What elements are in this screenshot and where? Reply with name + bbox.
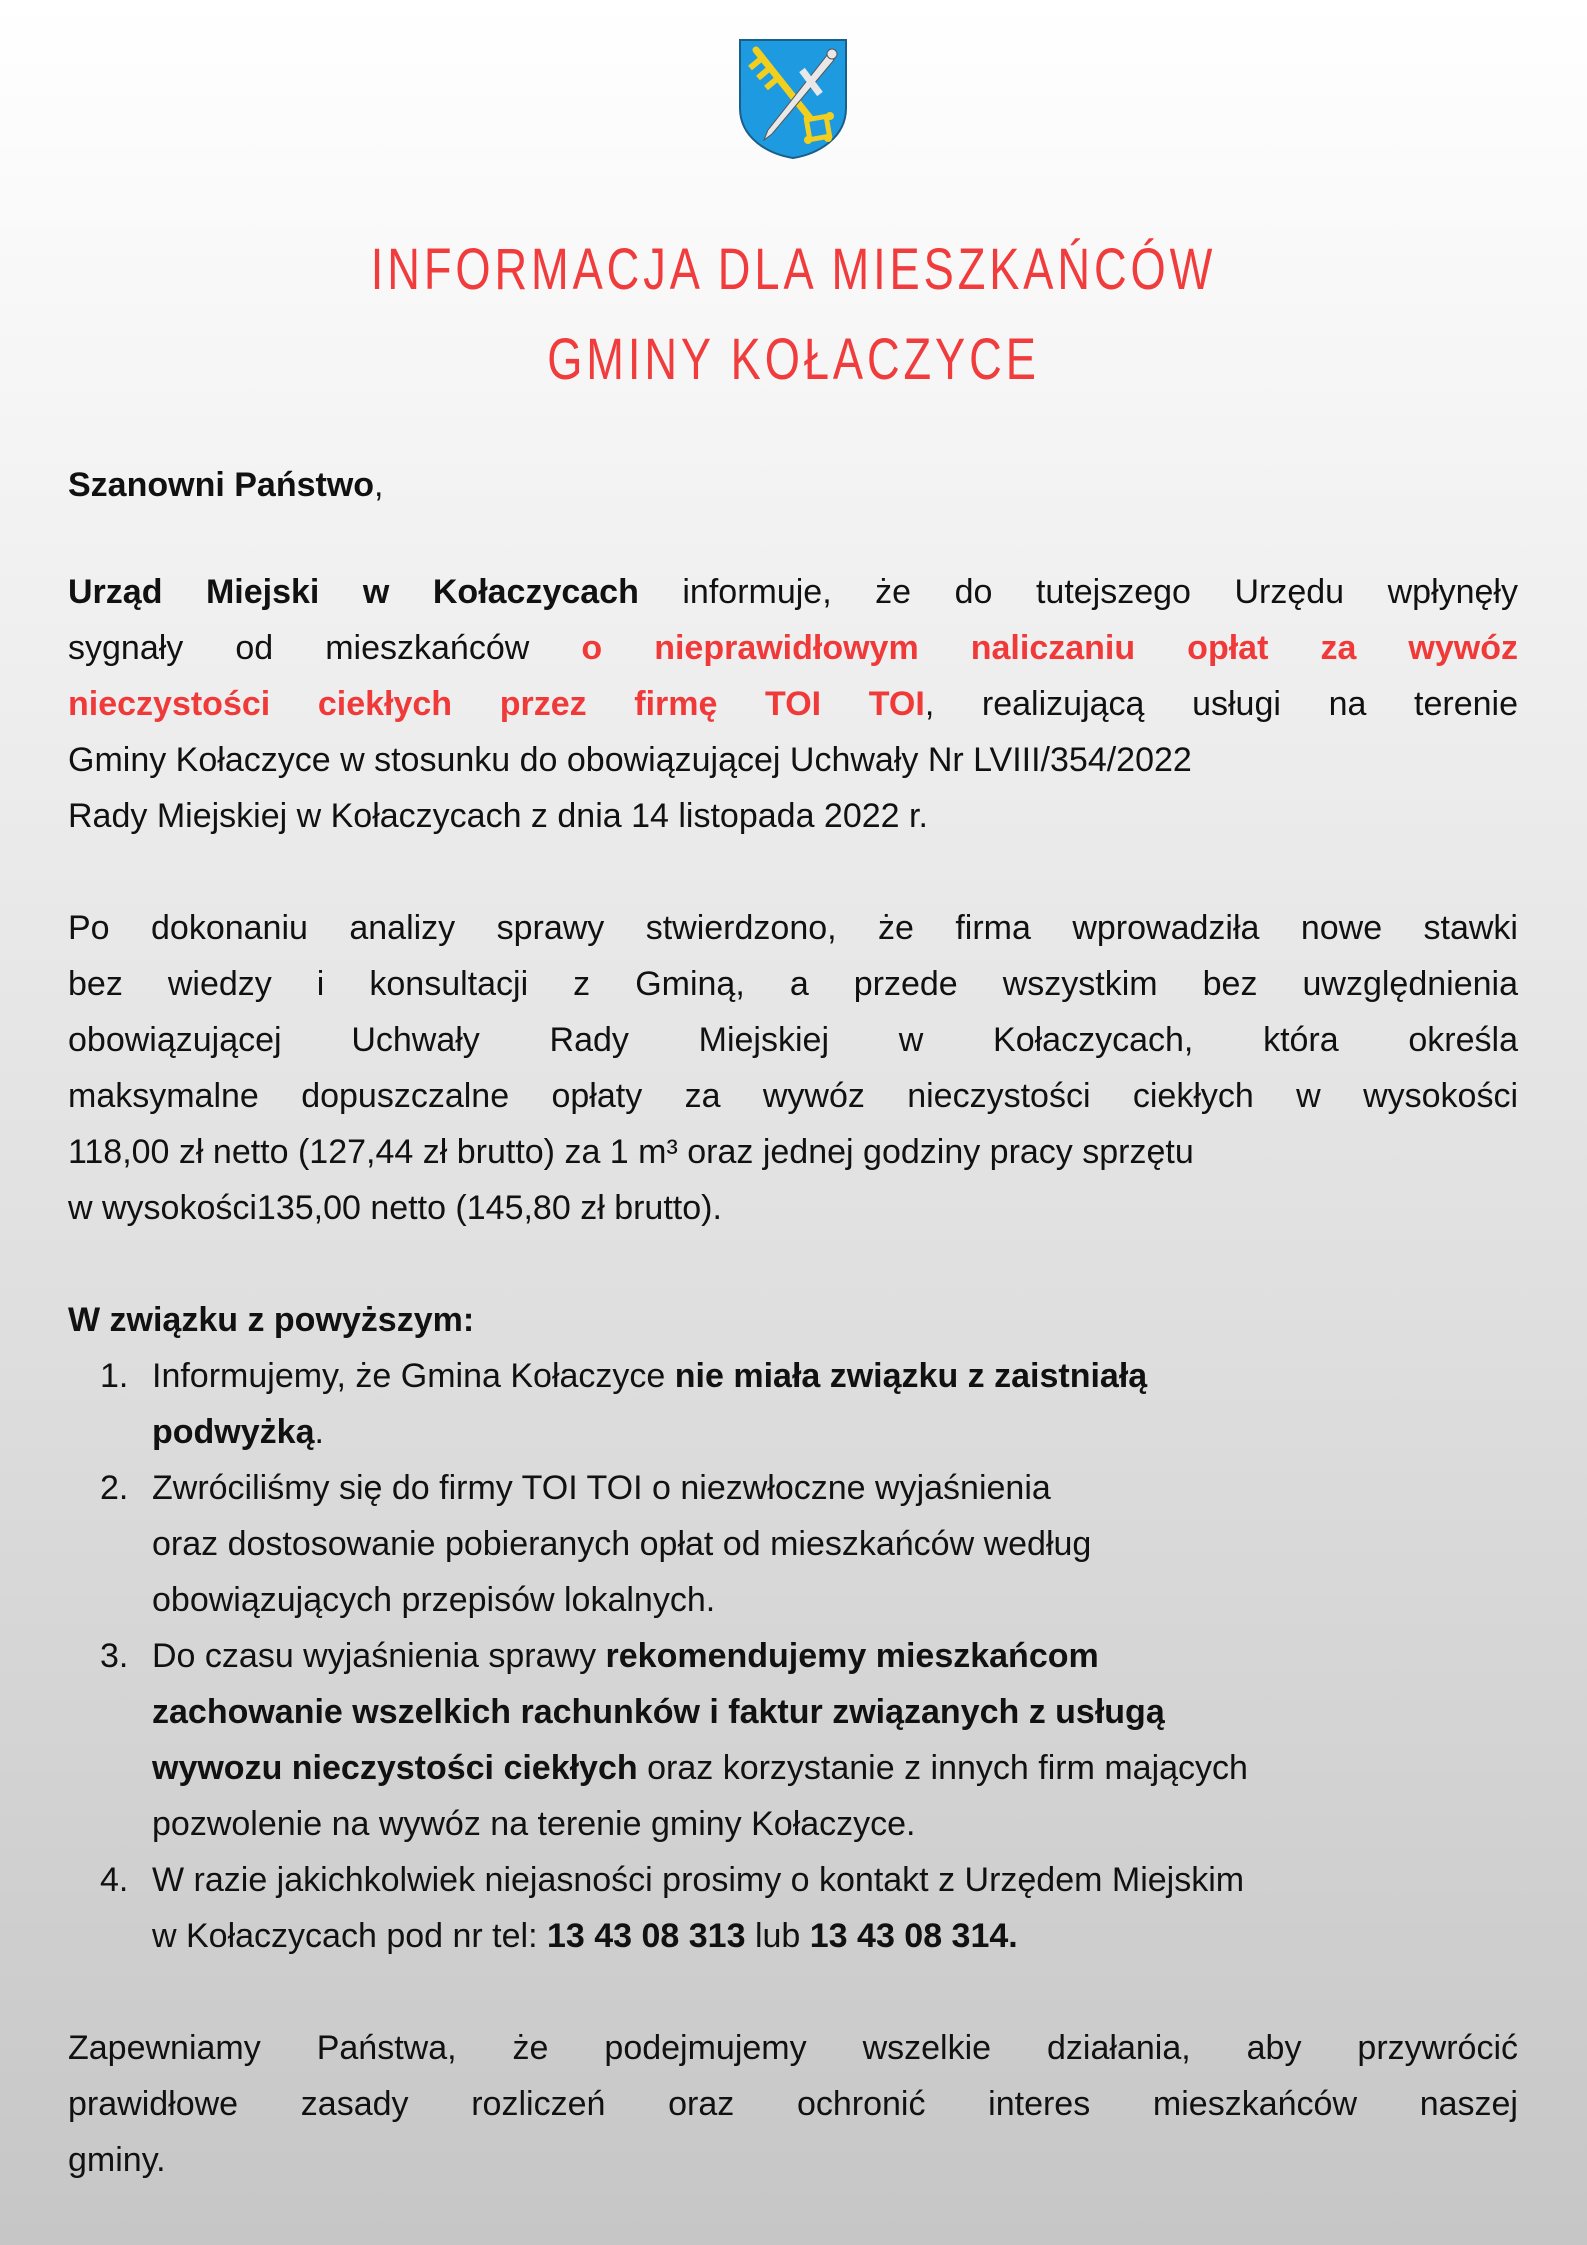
closing-line-1: Zapewniamy Państwa, że podejmujemy wszelkie działania, aby przywrócić — [68, 2029, 1518, 2067]
list-number-1: 1. — [100, 1357, 129, 1395]
greeting-bold: Szanowni Państwo — [68, 466, 375, 504]
list-text: w Kołaczycach pod nr tel: — [152, 1917, 547, 1955]
para1-line-3 — [68, 682, 1518, 726]
list-item-3 — [152, 1634, 1099, 1678]
list-text: Informujemy, że Gmina Kołaczyce — [152, 1357, 675, 1395]
list-item-2-cont: oraz dostosowanie pobieranych opłat od mieszkańców według — [152, 1525, 1092, 1563]
list-item-2: Zwróciliśmy się do firmy TOI TOI o niezwłoczne wyjaśnienia — [152, 1469, 1051, 1507]
closing-line-3: gminy. — [68, 2141, 166, 2179]
highlight-text: o nieprawidłowym naliczaniu opłat za wywóz — [581, 629, 1518, 667]
list-number-3: 3. — [100, 1637, 129, 1675]
para1-line-5: Rady Miejskiej w Kołaczycach z dnia 14 listopada 2022 r. — [68, 797, 928, 835]
para2-line-1: Po dokonaniu analizy sprawy stwierdzono, że firma wprowadziła nowe stawki — [68, 909, 1518, 947]
para1-text: informuje, że do tutejszego Urzędu wpłynęły — [638, 573, 1518, 611]
list-bold: podwyżką — [152, 1413, 315, 1451]
list-text: . — [314, 1413, 324, 1451]
list-bold: wywozu nieczystości ciekłych — [152, 1749, 638, 1787]
greeting-punct: , — [374, 466, 384, 504]
list-number-4: 4. — [100, 1861, 129, 1899]
para1-line-1 — [68, 570, 1518, 614]
para2-line-5: 118,00 zł netto (127,44 zł brutto) za 1 m³ oraz jednej godziny pracy sprzętu — [68, 1133, 1194, 1171]
greeting — [68, 463, 1518, 507]
highlight-text: nieczystości ciekłych przez firmę TOI TOI — [68, 685, 925, 723]
list-heading: W związku z powyższym: — [68, 1301, 475, 1339]
para1-text: , realizującą usługi na terenie — [924, 685, 1518, 723]
list-text: Do czasu wyjaśnienia sprawy — [152, 1637, 606, 1675]
phone-number-2: 13 43 08 314. — [809, 1917, 1018, 1955]
list-item-1 — [152, 1354, 1147, 1398]
closing-line-2: prawidłowe zasady rozliczeń oraz ochronić interes mieszkańców naszej — [68, 2085, 1518, 2123]
list-item-3-cont: pozwolenie na wywóz na terenie gminy Kołaczyce. — [152, 1805, 916, 1843]
page-title-line-2: GMINY KOŁACZYCE — [547, 327, 1040, 392]
list-item-4-cont — [152, 1914, 1018, 1958]
list-item-2-cont: obowiązujących przepisów lokalnych. — [152, 1581, 716, 1619]
list-bold: nie miała związku z zaistniałą — [674, 1357, 1148, 1395]
list-text: oraz korzystanie z innych firm mających — [637, 1749, 1248, 1787]
para2-line-2: bez wiedzy i konsultacji z Gminą, a przede wszystkim bez uwzględnienia — [68, 965, 1518, 1003]
para2-line-6: w wysokości135,00 netto (145,80 zł brutto). — [68, 1189, 722, 1227]
phone-number-1: 13 43 08 313 — [546, 1917, 746, 1955]
coat-of-arms-logo — [738, 38, 848, 160]
page-title-line-1: INFORMACJA DLA MIESZKAŃCÓW — [370, 237, 1217, 302]
list-item-1-cont — [152, 1410, 324, 1454]
list-item-3-cont — [152, 1746, 1248, 1790]
para2-line-4: maksymalne dopuszczalne opłaty za wywóz nieczystości ciekłych w wysokości — [68, 1077, 1518, 1115]
list-number-2: 2. — [100, 1469, 129, 1507]
list-item-3-cont: zachowanie wszelkich rachunków i faktur związanych z usługą — [152, 1693, 1165, 1731]
list-item-4: W razie jakichkolwiek niejasności prosimy o kontakt z Urzędem Miejskim — [152, 1861, 1245, 1899]
para2-line-3: obowiązującej Uchwały Rady Miejskiej w Kołaczycach, która określa — [68, 1021, 1518, 1059]
list-text: lub — [745, 1917, 810, 1955]
para1-line-4: Gminy Kołaczyce w stosunku do obowiązującej Uchwały Nr LVIII/354/2022 — [68, 741, 1192, 779]
list-bold: rekomendujemy mieszkańcom — [605, 1637, 1099, 1675]
office-name: Urząd Miejski w Kołaczycach — [68, 573, 639, 611]
para1-line-2 — [68, 626, 1518, 670]
para1-text: sygnały od mieszkańców — [68, 629, 582, 667]
